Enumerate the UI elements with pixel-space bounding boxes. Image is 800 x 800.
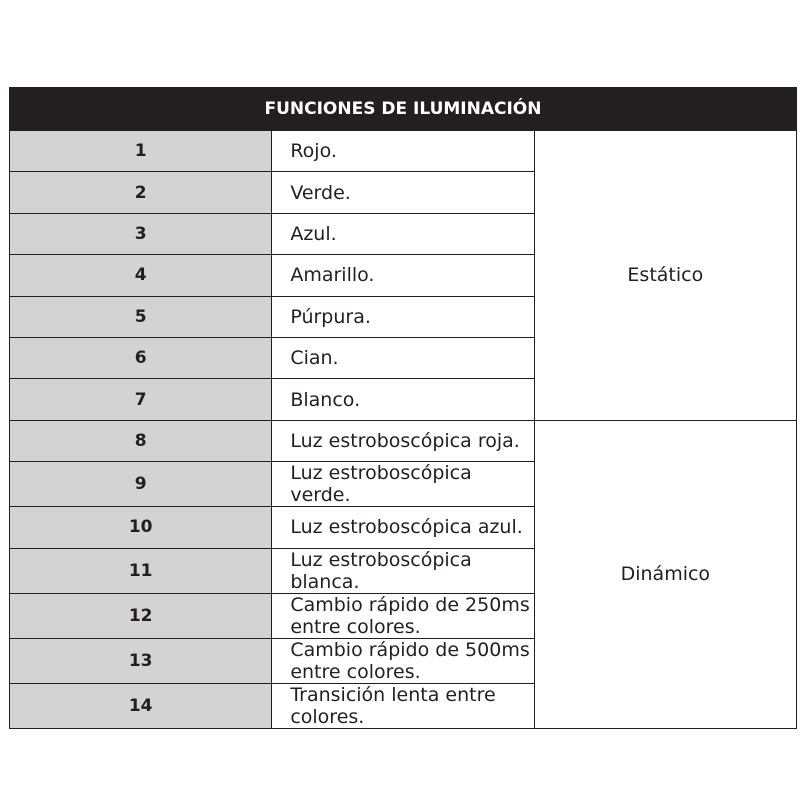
row-description: Azul.	[272, 213, 534, 254]
row-description: Púrpura.	[272, 296, 534, 337]
row-description: Cambio rápido de 500ms entre colores.	[272, 638, 534, 683]
row-number: 11	[10, 548, 272, 593]
row-description: Transición lenta entre colores.	[272, 683, 534, 728]
row-number: 4	[10, 255, 272, 296]
row-number: 5	[10, 296, 272, 337]
row-description: Luz estroboscópica blanca.	[272, 548, 534, 593]
row-number: 14	[10, 683, 272, 728]
group-static: Estático	[534, 131, 796, 421]
row-number: 10	[10, 507, 272, 548]
table-row	[10, 420, 797, 461]
row-description: Cambio rápido de 250ms entre colores.	[272, 593, 534, 638]
row-description: Luz estroboscópica roja.	[272, 420, 534, 461]
row-description: Blanco.	[272, 379, 534, 420]
row-number: 1	[10, 131, 272, 172]
row-number: 12	[10, 593, 272, 638]
row-number: 13	[10, 638, 272, 683]
group-dynamic: Dinámico	[534, 420, 796, 728]
table-row	[10, 131, 797, 172]
row-description: Verde.	[272, 172, 534, 213]
row-description: Cian.	[272, 337, 534, 378]
row-description: Luz estroboscópica verde.	[272, 462, 534, 507]
lighting-functions-table	[9, 87, 797, 729]
table-title: FUNCIONES DE ILUMINACIÓN	[10, 88, 797, 131]
row-number: 7	[10, 379, 272, 420]
row-number: 3	[10, 213, 272, 254]
row-description: Amarillo.	[272, 255, 534, 296]
row-number: 6	[10, 337, 272, 378]
row-description: Luz estroboscópica azul.	[272, 507, 534, 548]
row-number: 9	[10, 462, 272, 507]
row-number: 8	[10, 420, 272, 461]
row-number: 2	[10, 172, 272, 213]
row-description: Rojo.	[272, 131, 534, 172]
